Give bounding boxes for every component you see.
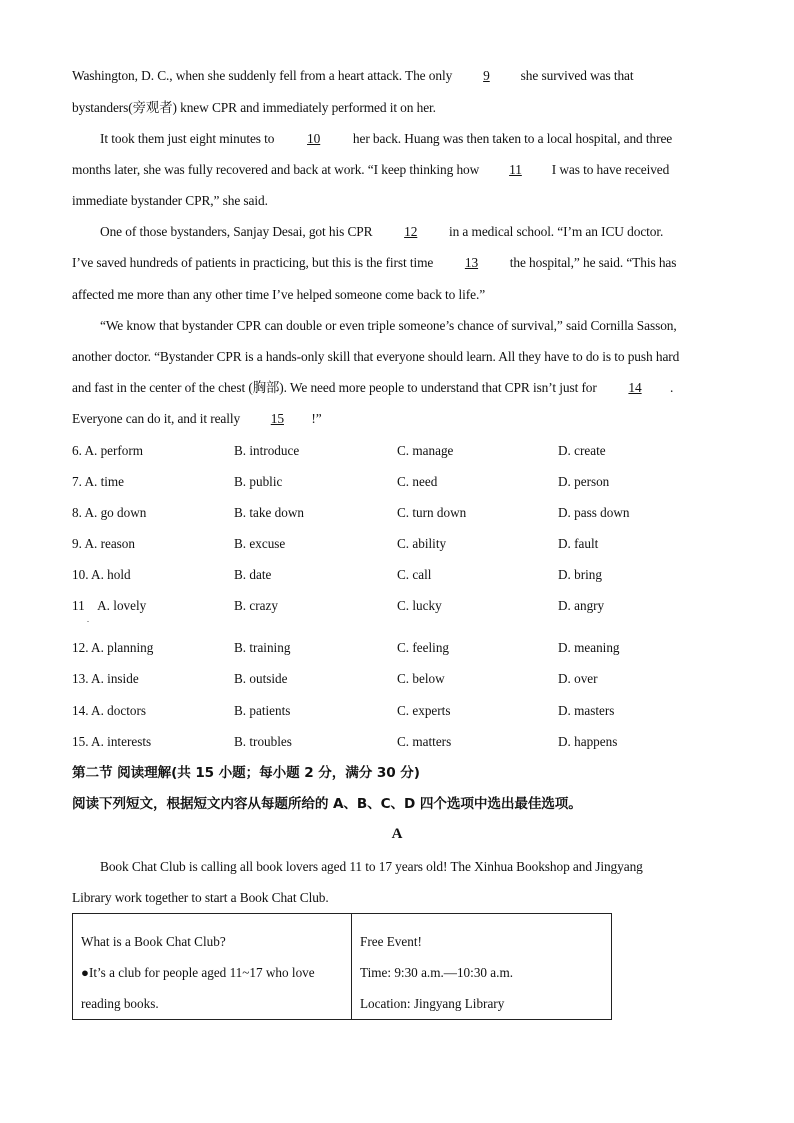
text-segment: the hospital,” he said. “This has [506,255,677,270]
option: 13. A. inside [72,671,139,686]
text-segment: her back. Huang was then taken to a local hospital, and three [349,131,673,146]
option: C. call [397,567,432,582]
option: B. take down [234,505,304,520]
text-segment: . [670,380,674,395]
passage-line: bystanders(旁观者) knew CPR and immediately performed it on her. [72,100,436,115]
passage-line [72,161,669,179]
reading-line: Book Chat Club is calling all book lovers aged 11 to 17 years old! The Xinhua Bookshop and Jingyang [100,859,643,874]
option: D. pass down [558,505,630,520]
option: B. public [234,474,283,489]
option: C. feeling [397,640,450,655]
option: 6. A. perform [72,443,144,458]
option: D. happens [558,734,618,749]
text-segment: Washington, D. C., when she suddenly fell from a heart attack. The only [72,68,456,83]
blank-11: 11 [509,162,522,177]
option: 8. A. go down [72,505,147,520]
option: D. bring [558,567,602,582]
table-cell-right [352,914,612,1020]
option: B. excuse [234,536,286,551]
option: C. matters [397,734,452,749]
text-segment: I’ve saved hundreds of patients in practicing, but this is the first time [72,255,437,270]
option: B. outside [234,671,288,686]
reading-line: Library work together to start a Book Chat Club. [72,890,329,905]
passage-line [100,223,663,241]
passage-line: immediate bystander CPR,” she said. [72,193,268,208]
option: C. ability [397,536,447,551]
option: 11 A. lovely [72,598,147,613]
option: C. experts [397,703,451,718]
option: 12. A. planning [72,640,154,655]
option: B. training [234,640,291,655]
passage-line [100,130,672,148]
table-text: What is a Book Chat Club? [81,934,226,949]
option: B. crazy [234,598,278,613]
passage-line [72,410,322,428]
option: D. person [558,474,610,489]
table-text: Location: Jingyang Library [360,996,505,1011]
blank-12: 12 [404,224,418,239]
blank-9: 9 [483,68,490,83]
blank-14: 14 [628,380,642,395]
option: D. over [558,671,598,686]
table-text: Time: 9:30 a.m.—10:30 a.m. [360,965,514,980]
option: D. angry [558,598,605,613]
option: B. troubles [234,734,292,749]
table-text: Free Event! [360,934,422,949]
option: D. fault [558,536,599,551]
option: 7. A. time [72,474,125,489]
option: B. introduce [234,443,300,458]
text-segment: and fast in the center of the chest (胸部). We need more people to understand that CPR isn’t just for [72,380,601,395]
text-segment: months later, she was fully recovered and back at work. “I keep thinking how [72,162,483,177]
dot-mark: . [87,615,89,624]
text-segment: in a medical school. “I’m an ICU doctor. [445,224,664,239]
section-heading: 第二节 阅读理解(共 15 小题；每小题 2 分，满分 30 分) [72,765,420,781]
passage-line [72,254,676,272]
text-segment: It took them just eight minutes to [100,131,278,146]
text-segment: I was to have received [548,162,670,177]
passage-line: “We know that bystander CPR can double or even triple someone’s chance of survival,” said Cornilla Sasson, [100,318,677,333]
option: 15. A. interests [72,734,152,749]
option: C. below [397,671,445,686]
passage-line [72,379,673,397]
passage-line [72,67,634,85]
passage-line: another doctor. “Bystander CPR is a hands-only skill that everyone should learn. All they have to do is to push hard [72,349,680,364]
option: 9. A. reason [72,536,135,551]
table-cell-left [73,914,352,1020]
text-segment: One of those bystanders, Sanjay Desai, got his CPR [100,224,376,239]
part-label: A [391,826,403,842]
option: C. lucky [397,598,442,613]
text-segment: she survived was that [517,68,634,83]
blank-10: 10 [307,131,321,146]
option: C. need [397,474,438,489]
option: C. manage [397,443,454,458]
option: D. create [558,443,606,458]
option: D. meaning [558,640,620,655]
option: B. date [234,567,272,582]
option: 10. A. hold [72,567,131,582]
blank-13: 13 [464,255,479,270]
table-text: reading books. [81,996,159,1011]
text-segment: Everyone can do it, and it really [72,411,244,426]
option: C. turn down [397,505,467,520]
option: D. masters [558,703,615,718]
option: B. patients [234,703,291,718]
option: 14. A. doctors [72,703,146,718]
info-table [72,913,612,1020]
passage-line: affected me more than any other time I’ve helped someone come back to life.” [72,287,486,302]
blank-15: 15 [270,411,284,426]
section-instruction: 阅读下列短文，根据短文内容从每题所给的 A、B、C、D 四个选项中选出最佳选项。 [72,796,582,812]
text-segment: !” [311,411,322,426]
table-text: ●It’s a club for people aged 11~17 who love [81,965,315,980]
